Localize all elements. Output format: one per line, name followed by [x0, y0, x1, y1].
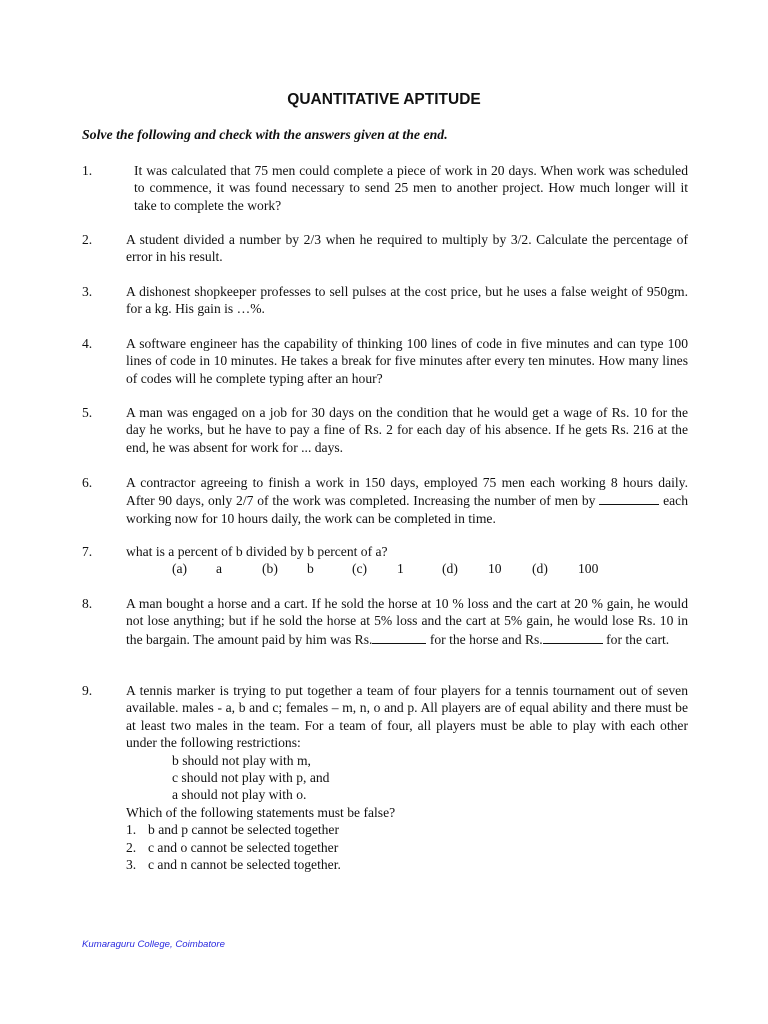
question-number: 7.	[82, 544, 93, 559]
question-7	[82, 543, 688, 576]
question-body: A tennis marker is trying to put together a team of four players for a tennis tournament out of seven available. males - a, b and c; females – m, n, o and p. All players are of equal ability and there must be at least two males in the team. For a team of four, all players must be able to play with each other under the following restrictions:	[126, 683, 688, 751]
question-number: 9.	[82, 683, 93, 698]
question-1	[82, 162, 688, 214]
choice-text: b and p cannot be selected together	[148, 822, 339, 838]
choice-text: c and n cannot be selected together.	[148, 857, 341, 873]
question-3	[82, 283, 688, 318]
question-text: A dishonest shopkeeper professes to sell pulses at the cost price, but he uses a false weight of 950gm. for a kg. His gain is …%.	[126, 284, 688, 317]
option-value: 100	[578, 561, 599, 576]
restriction-item: c should not play with p, and	[172, 770, 330, 786]
question-text	[126, 682, 688, 873]
page-title: QUANTITATIVE APTITUDE	[287, 91, 481, 108]
question-number: 2.	[82, 232, 93, 247]
question-number: 3.	[82, 284, 93, 299]
question-2	[82, 231, 688, 266]
option-label: (a)	[172, 561, 188, 576]
choice-number: 2.	[126, 839, 137, 855]
question-text: what is a percent of b divided by b percent of a?	[126, 544, 388, 559]
question-5	[82, 404, 688, 456]
question-number: 5.	[82, 405, 93, 420]
option-label: (c)	[352, 561, 368, 576]
question-9	[82, 682, 688, 873]
option-label: (d)	[442, 561, 458, 576]
choice-item	[126, 839, 688, 856]
question-text: A software engineer has the capability of thinking 100 lines of code in five minutes and can type 100 lines of code in 10 minutes. He takes a break for five minutes after every ten minutes. How many lines of codes will he complete typing after an hour?	[126, 336, 688, 386]
question-text-part: each working now for 10 hours daily, the work can be completed in time.	[126, 493, 689, 526]
restriction-item: a should not play with o.	[172, 787, 307, 803]
option-label: (b)	[262, 561, 278, 576]
question-text	[126, 595, 688, 648]
option-value: 10	[488, 561, 502, 576]
question-text: It was calculated that 75 men could complete a piece of work in 20 days. When work was scheduled to commence, it was found necessary to send 25 men to another project. How much longer will it take to complete the work?	[134, 163, 688, 213]
choice-text: c and o cannot be selected together	[148, 839, 339, 855]
restriction-item: b should not play with m,	[172, 752, 311, 768]
answer-options	[82, 560, 688, 578]
question-6	[82, 474, 688, 527]
choice-item	[126, 821, 688, 838]
question-number: 1.	[82, 163, 93, 178]
question-number: 4.	[82, 336, 93, 351]
question-text: A man was engaged on a job for 30 days on the condition that he would get a wage of Rs. 10 for the day he works, but he have to pay a fine of Rs. 2 for each day of his absence. If he gets Rs. 216 at the end, he was absent for work for ... days.	[126, 405, 688, 455]
question-text: A student divided a number by 2/3 when he required to multiply by 3/2. Calculate the percentage of error in his result.	[126, 232, 688, 265]
question-text	[126, 474, 688, 527]
question-4	[82, 335, 688, 387]
answer-blank	[599, 491, 659, 505]
question-text-part: for the horse and Rs.	[429, 631, 543, 647]
instruction-text: Solve the following and check with the answers given at the end.	[82, 127, 448, 142]
question-number: 6.	[82, 475, 93, 490]
page-footer: Kumaraguru College, Coimbatore	[82, 939, 225, 950]
choice-number: 1.	[126, 822, 137, 838]
question-8	[82, 595, 688, 648]
option-label: (d)	[532, 561, 548, 576]
option-value: b	[307, 561, 314, 576]
answer-blank	[372, 630, 426, 644]
option-value: a	[216, 561, 223, 576]
question-text-part: for the cart.	[606, 631, 670, 647]
question-number: 8.	[82, 596, 93, 611]
question-text-part: A man bought a horse and a cart. If he sold the horse at 10 % loss and the cart at 20 % gain, he would not lose anything; but if he sold the horse at 5% loss and the cart at 5% gain, he would lose Rs. 10 in the bargain. The amount paid by him was Rs.	[126, 596, 688, 647]
choice-item	[126, 856, 688, 873]
question-text-part: A contractor agreeing to finish a work in 150 days, employed 75 men each working 8 hours daily. After 90 days, only 2/7 of the work was completed. Increasing the number of men by	[126, 475, 688, 509]
answer-blank	[543, 630, 603, 644]
option-value: 1	[397, 561, 404, 576]
question-prompt: Which of the following statements must be false?	[126, 804, 396, 820]
choice-number: 3.	[126, 857, 137, 873]
